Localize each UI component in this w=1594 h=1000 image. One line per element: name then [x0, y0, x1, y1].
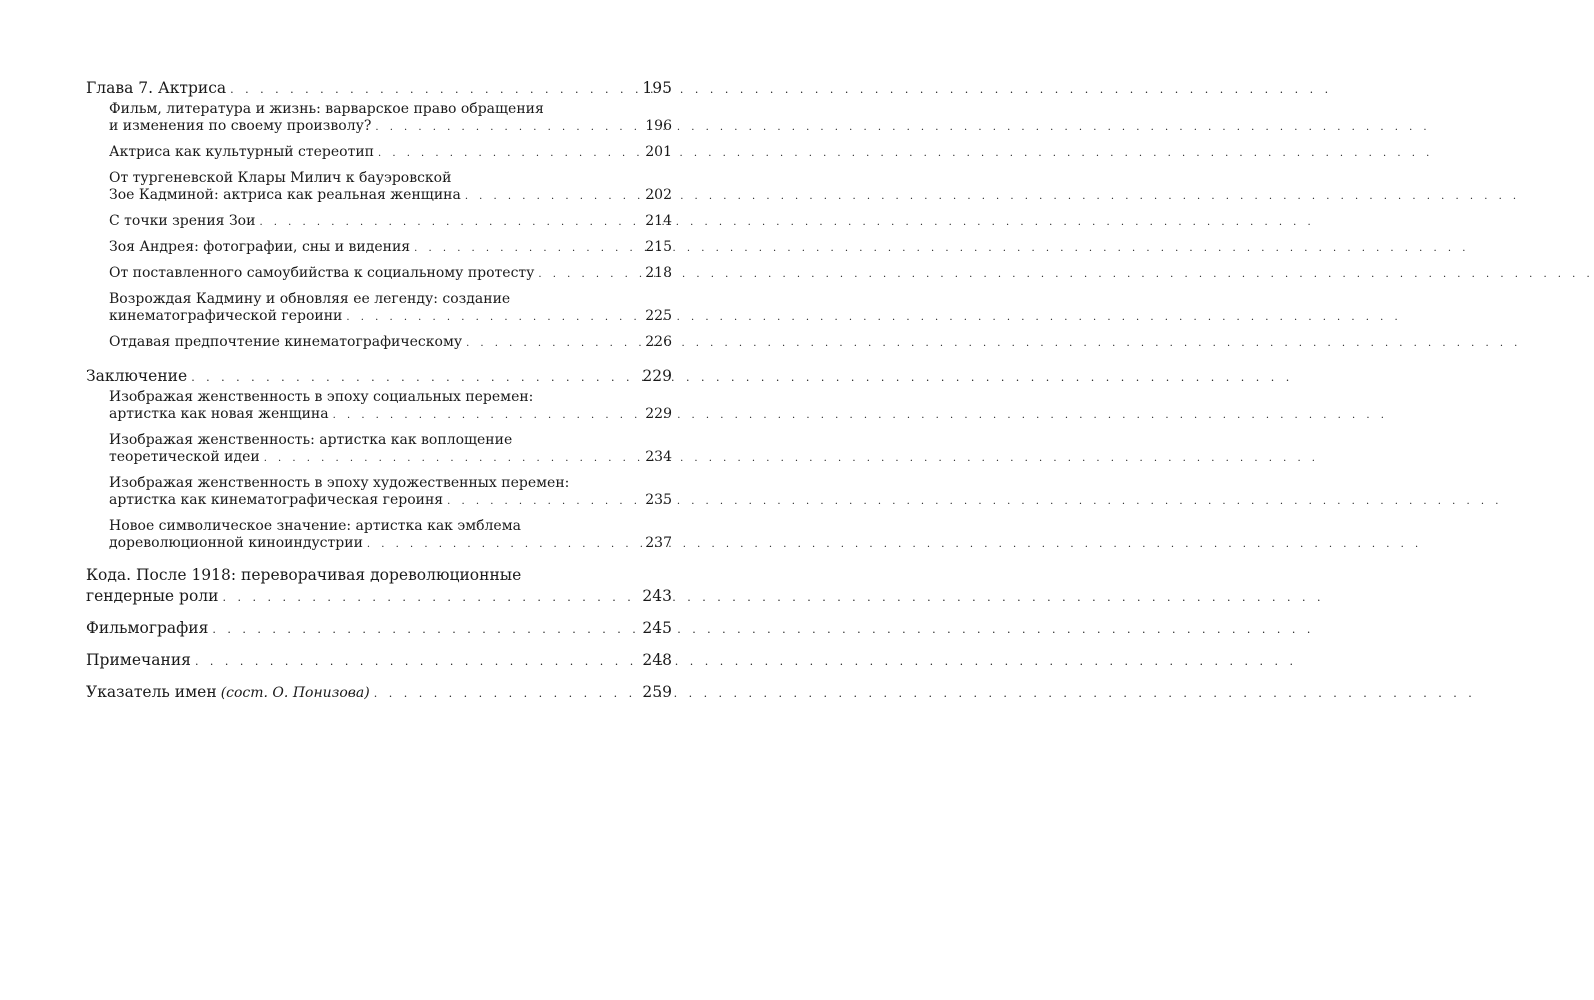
page-number: 215 [645, 239, 672, 255]
toc-entry-line: Кода. После 1918: переворачивая дореволюционные [86, 566, 522, 584]
leader-dots [264, 450, 640, 467]
toc-entry-author: (сост. О. Понизова) [220, 685, 370, 701]
toc-subentry-line: дореволюционной киноиндустрии [109, 535, 363, 551]
page-number: 259 [642, 683, 672, 701]
toc-entry-title-wrap [86, 682, 370, 704]
toc-entry-line: гендерные роли [86, 587, 219, 605]
toc-entry-conclusion[interactable] [86, 366, 672, 388]
toc-entry-chapter-7[interactable] [86, 78, 672, 100]
toc-entry-title: Глава 7. Актриса [86, 79, 227, 97]
toc-subentry[interactable] [86, 475, 672, 510]
toc-subentry[interactable] [86, 389, 672, 424]
leader-dots [465, 188, 640, 205]
toc-subentry-line: Зоя Андрея: фотографии, сны и видения [109, 239, 411, 255]
page-number: 234 [645, 449, 672, 465]
leader-dots [230, 79, 638, 100]
toc-subentry[interactable] [86, 334, 672, 352]
toc-entry-title: Примечания [86, 651, 191, 669]
page-number: 214 [645, 213, 672, 229]
toc-entry-title: Фильмография [86, 619, 209, 637]
leader-dots [333, 407, 640, 424]
leader-dots [222, 587, 638, 608]
toc-subentry[interactable] [86, 213, 672, 231]
leader-dots [367, 536, 640, 553]
toc-subentry[interactable] [86, 432, 672, 467]
toc-entry-filmography[interactable] [86, 618, 672, 640]
toc-subentry-line: Изображая женственность: артистка как воплощение [109, 432, 513, 448]
leader-dots [346, 309, 640, 326]
leader-dots [259, 214, 640, 231]
page-number: 243 [642, 587, 672, 605]
leader-dots [375, 119, 640, 136]
toc-subentry-line: Отдавая предпочтение кинематографическому [109, 334, 463, 350]
page-number: 225 [645, 308, 672, 324]
toc-subentry-line: С точки зрения Зои [109, 213, 256, 229]
leader-dots [447, 493, 640, 510]
page-number: 226 [645, 334, 672, 350]
toc-subentry-line: От тургеневской Клары Милич к бауэровской [109, 170, 452, 186]
toc-subentry-line: Фильм, литература и жизнь: варварское право обращения [109, 101, 544, 117]
leader-dots [191, 367, 638, 388]
toc-subentry[interactable] [86, 239, 672, 257]
page-number: 195 [642, 79, 672, 97]
toc-subentry[interactable] [86, 101, 672, 136]
toc-subentry-line: Возрождая Кадмину и обновляя ее легенду: создание [109, 291, 511, 307]
leader-dots [195, 651, 638, 672]
toc-subentry-line: артистка как новая женщина [109, 406, 329, 422]
toc-subentry[interactable] [86, 144, 672, 162]
toc-entry-title: Указатель имен [86, 683, 217, 701]
toc-subentry-line: От поставленного самоубийства к социальному протесту [109, 265, 535, 281]
page-number: 229 [645, 406, 672, 422]
toc-subentry[interactable] [86, 518, 672, 553]
toc-subentry-line: и изменения по своему произволу? [109, 118, 372, 134]
page-number: 248 [642, 651, 672, 669]
page-number: 218 [645, 265, 672, 281]
toc-subentry-line: кинематографической героини [109, 308, 343, 324]
toc-subentry-line: Изображая женственность в эпоху художественных перемен: [109, 475, 570, 491]
toc-entry-index[interactable] [86, 682, 672, 704]
leader-dots [378, 145, 640, 162]
toc-subentry[interactable] [86, 291, 672, 326]
page-number: 235 [645, 492, 672, 508]
page-number: 201 [645, 144, 672, 160]
toc-subentry-line: Новое символическое значение: артистка как эмблема [109, 518, 521, 534]
toc-subentry[interactable] [86, 170, 672, 205]
toc-entry-title: Заключение [86, 367, 188, 385]
page-number: 245 [642, 619, 672, 637]
page-number: 229 [642, 367, 672, 385]
toc-subentry-line: Актриса как культурный стереотип [109, 144, 374, 160]
leader-dots [374, 683, 639, 704]
toc-entry-coda[interactable] [86, 565, 672, 608]
toc-subentry-line: артистка как кинематографическая героиня [109, 492, 444, 508]
leader-dots [212, 619, 638, 640]
page-number: 202 [645, 187, 672, 203]
page-number: 237 [645, 535, 672, 551]
toc-subentry[interactable] [86, 265, 672, 283]
leader-dots [466, 335, 640, 352]
toc-entry-notes[interactable] [86, 650, 672, 672]
toc-subentry-line: теоретической идеи [109, 449, 260, 465]
page-number: 196 [645, 118, 672, 134]
leader-dots [414, 240, 640, 257]
table-of-contents [86, 78, 672, 704]
toc-subentry-line: Изображая женственность в эпоху социальных перемен: [109, 389, 534, 405]
toc-subentry-line: Зое Кадминой: актриса как реальная женщина [109, 187, 461, 203]
leader-dots [538, 266, 640, 283]
